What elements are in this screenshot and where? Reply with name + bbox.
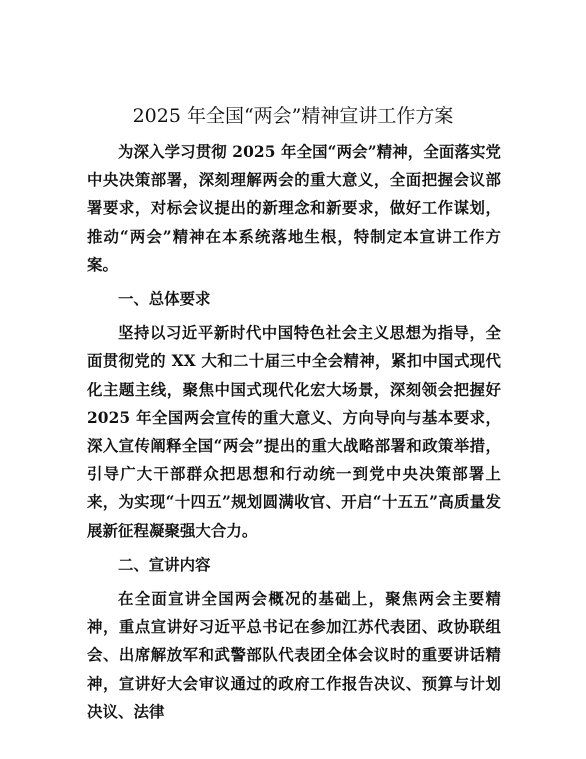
intro-paragraph: 为深入学习贯彻 2025 年全国“两会”精神，全面落实党中央决策部署，深刻理解两会的重大意义，全面把握会议部署要求，对标会议提出的新理念和新要求，做好工作谋划，推动“两会”精神在本系统落地生根，特制定本宣讲工作方案。: [87, 143, 501, 274]
section-heading-content: 二、宣讲内容: [118, 555, 211, 574]
section-heading-general-requirements: 一、总体要求: [118, 290, 211, 309]
document-title: 2025 年全国“两会”精神宣讲工作方案: [132, 105, 454, 127]
document-body: [87, 138, 501, 726]
section-paragraph-content: 在全面宣讲全国两会概况的基础上，聚焦两会主要精神，重点宣讲好习近平总书记在参加江苏代表团、政协联组会、出席解放军和武警部队代表团全体会议时的重要讲话精神，宣讲好大会审议通过的政府工作报告决议、预算与计划决议、法律: [87, 590, 501, 721]
section-paragraph-general-requirements: 坚持以习近平新时代中国特色社会主义思想为指导，全面贯彻党的 XX 大和二十届三中全会精神，紧扣中国式现代化主题主线，聚焦中国式现代化宏大场景，深刻领会把握好 2025 年全国两会宣传的重大意义、方向导向与基本要求，深入宣传阐释全国“两会”提出的重大战略部署和政策举措，引导广大干部群众把思想和行动统一到党中央决策部署上来，为实现“十四五”规划圆满收官、开启“十五五”高质量发展新征程凝聚强大合力。: [87, 324, 501, 540]
